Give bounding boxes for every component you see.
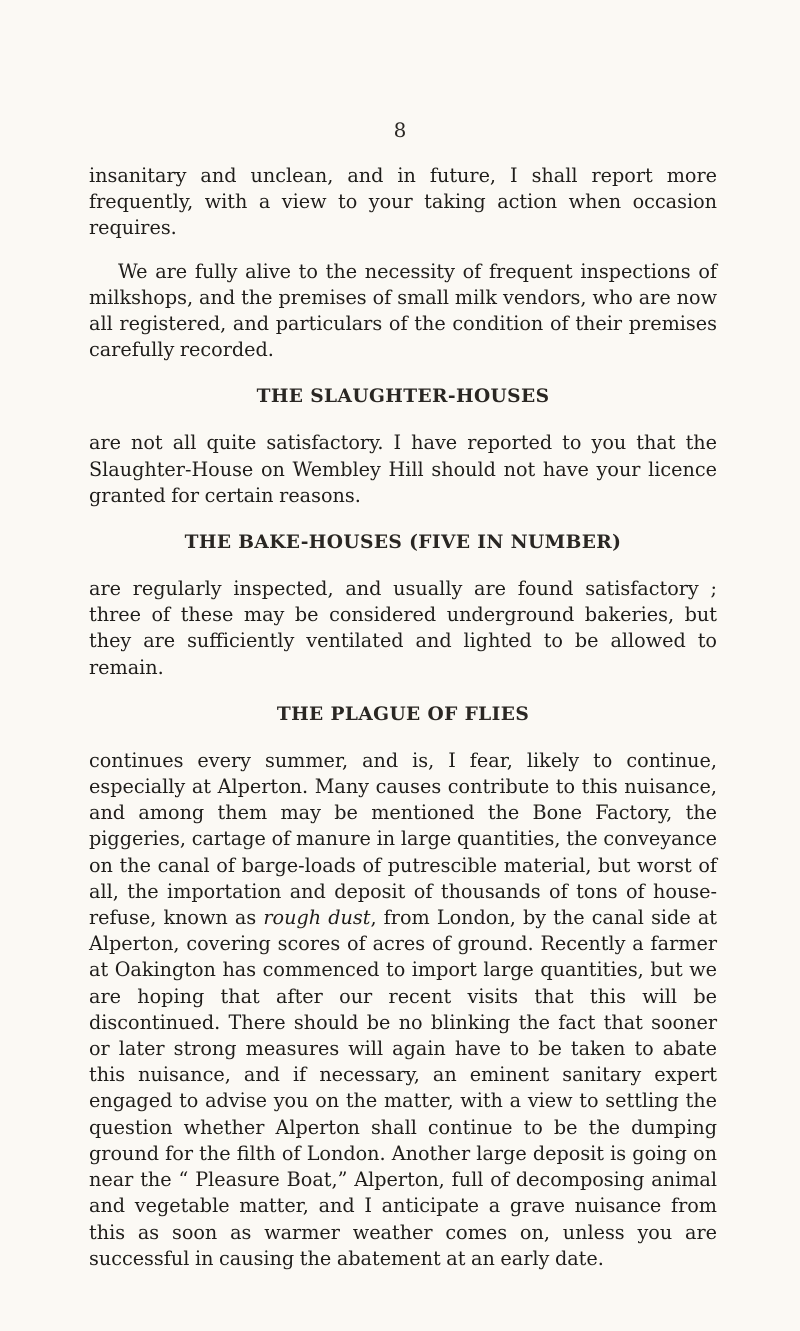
- paragraph-slaughter-houses: are not all quite satisfactory. I have reported to you that the Slaughter-House on Wembley Hill should not have your licence granted for certain reasons.: [89, 431, 717, 507]
- paragraph-insanitary: insanitary and unclean, and in future, I shall report more frequently, with a view to your taking action when occasion requires.: [89, 164, 717, 240]
- page-body: [89, 163, 717, 1272]
- paragraph-milkshops: We are fully alive to the necessity of frequent inspections of milkshops, and the premises of small milk vendors, who are now all registered, and particulars of the condition of their premises carefully recorded.: [89, 259, 717, 362]
- paragraph-plague-of-flies: [89, 748, 717, 1272]
- italic-rough-dust: rough dust: [263, 906, 371, 930]
- paragraph-flies-part-two: , from London, by the canal side at Alperton, covering scores of acres of ground. Recently a farmer at Oakington has commenced to import large quantities, but we are hoping that after our recent visits that this will be discontinued. There should be no blinking the fact that sooner or later strong measures will again have to be taken to abate this nuisance, and if necessary, an eminent sanitary expert engaged to advise you on the matter, with a view to settling the question whether Alperton shall continue to be the dumping ground for the filth of London. Another large deposit is going on near the “ Pleasure Boat,” Alperton, full of decomposing animal and vegetable matter, and I anticipate a grave nuisance from this as soon as warmer weather comes on, unless you are successful in causing the abatement at an early date.: [89, 906, 717, 1270]
- paragraph-flies-part-one: continues every summer, and is, I fear, likely to continue, especially at Alperton. Many causes contribute to this nuisance, and among them may be mentioned the Bone Factory, the piggeries, cartage of manure in large quantities, the conveyance on the canal of barge-loads of putrescible material, but worst of all, the importation and deposit of thousands of tons of house-refuse, known as: [89, 748, 717, 930]
- heading-plague-of-flies: THE PLAGUE OF FLIES: [276, 703, 530, 725]
- page-number: 8: [393, 118, 407, 142]
- heading-slaughter-houses: THE SLAUGHTER-HOUSES: [256, 386, 550, 408]
- paragraph-bake-houses: are regularly inspected, and usually are found satisfactory ; three of these may be considered underground bakeries, but they are sufficiently ventilated and lighted to be allowed to remain.: [89, 577, 717, 679]
- heading-bake-houses: THE BAKE-HOUSES (FIVE IN NUMBER): [184, 532, 622, 554]
